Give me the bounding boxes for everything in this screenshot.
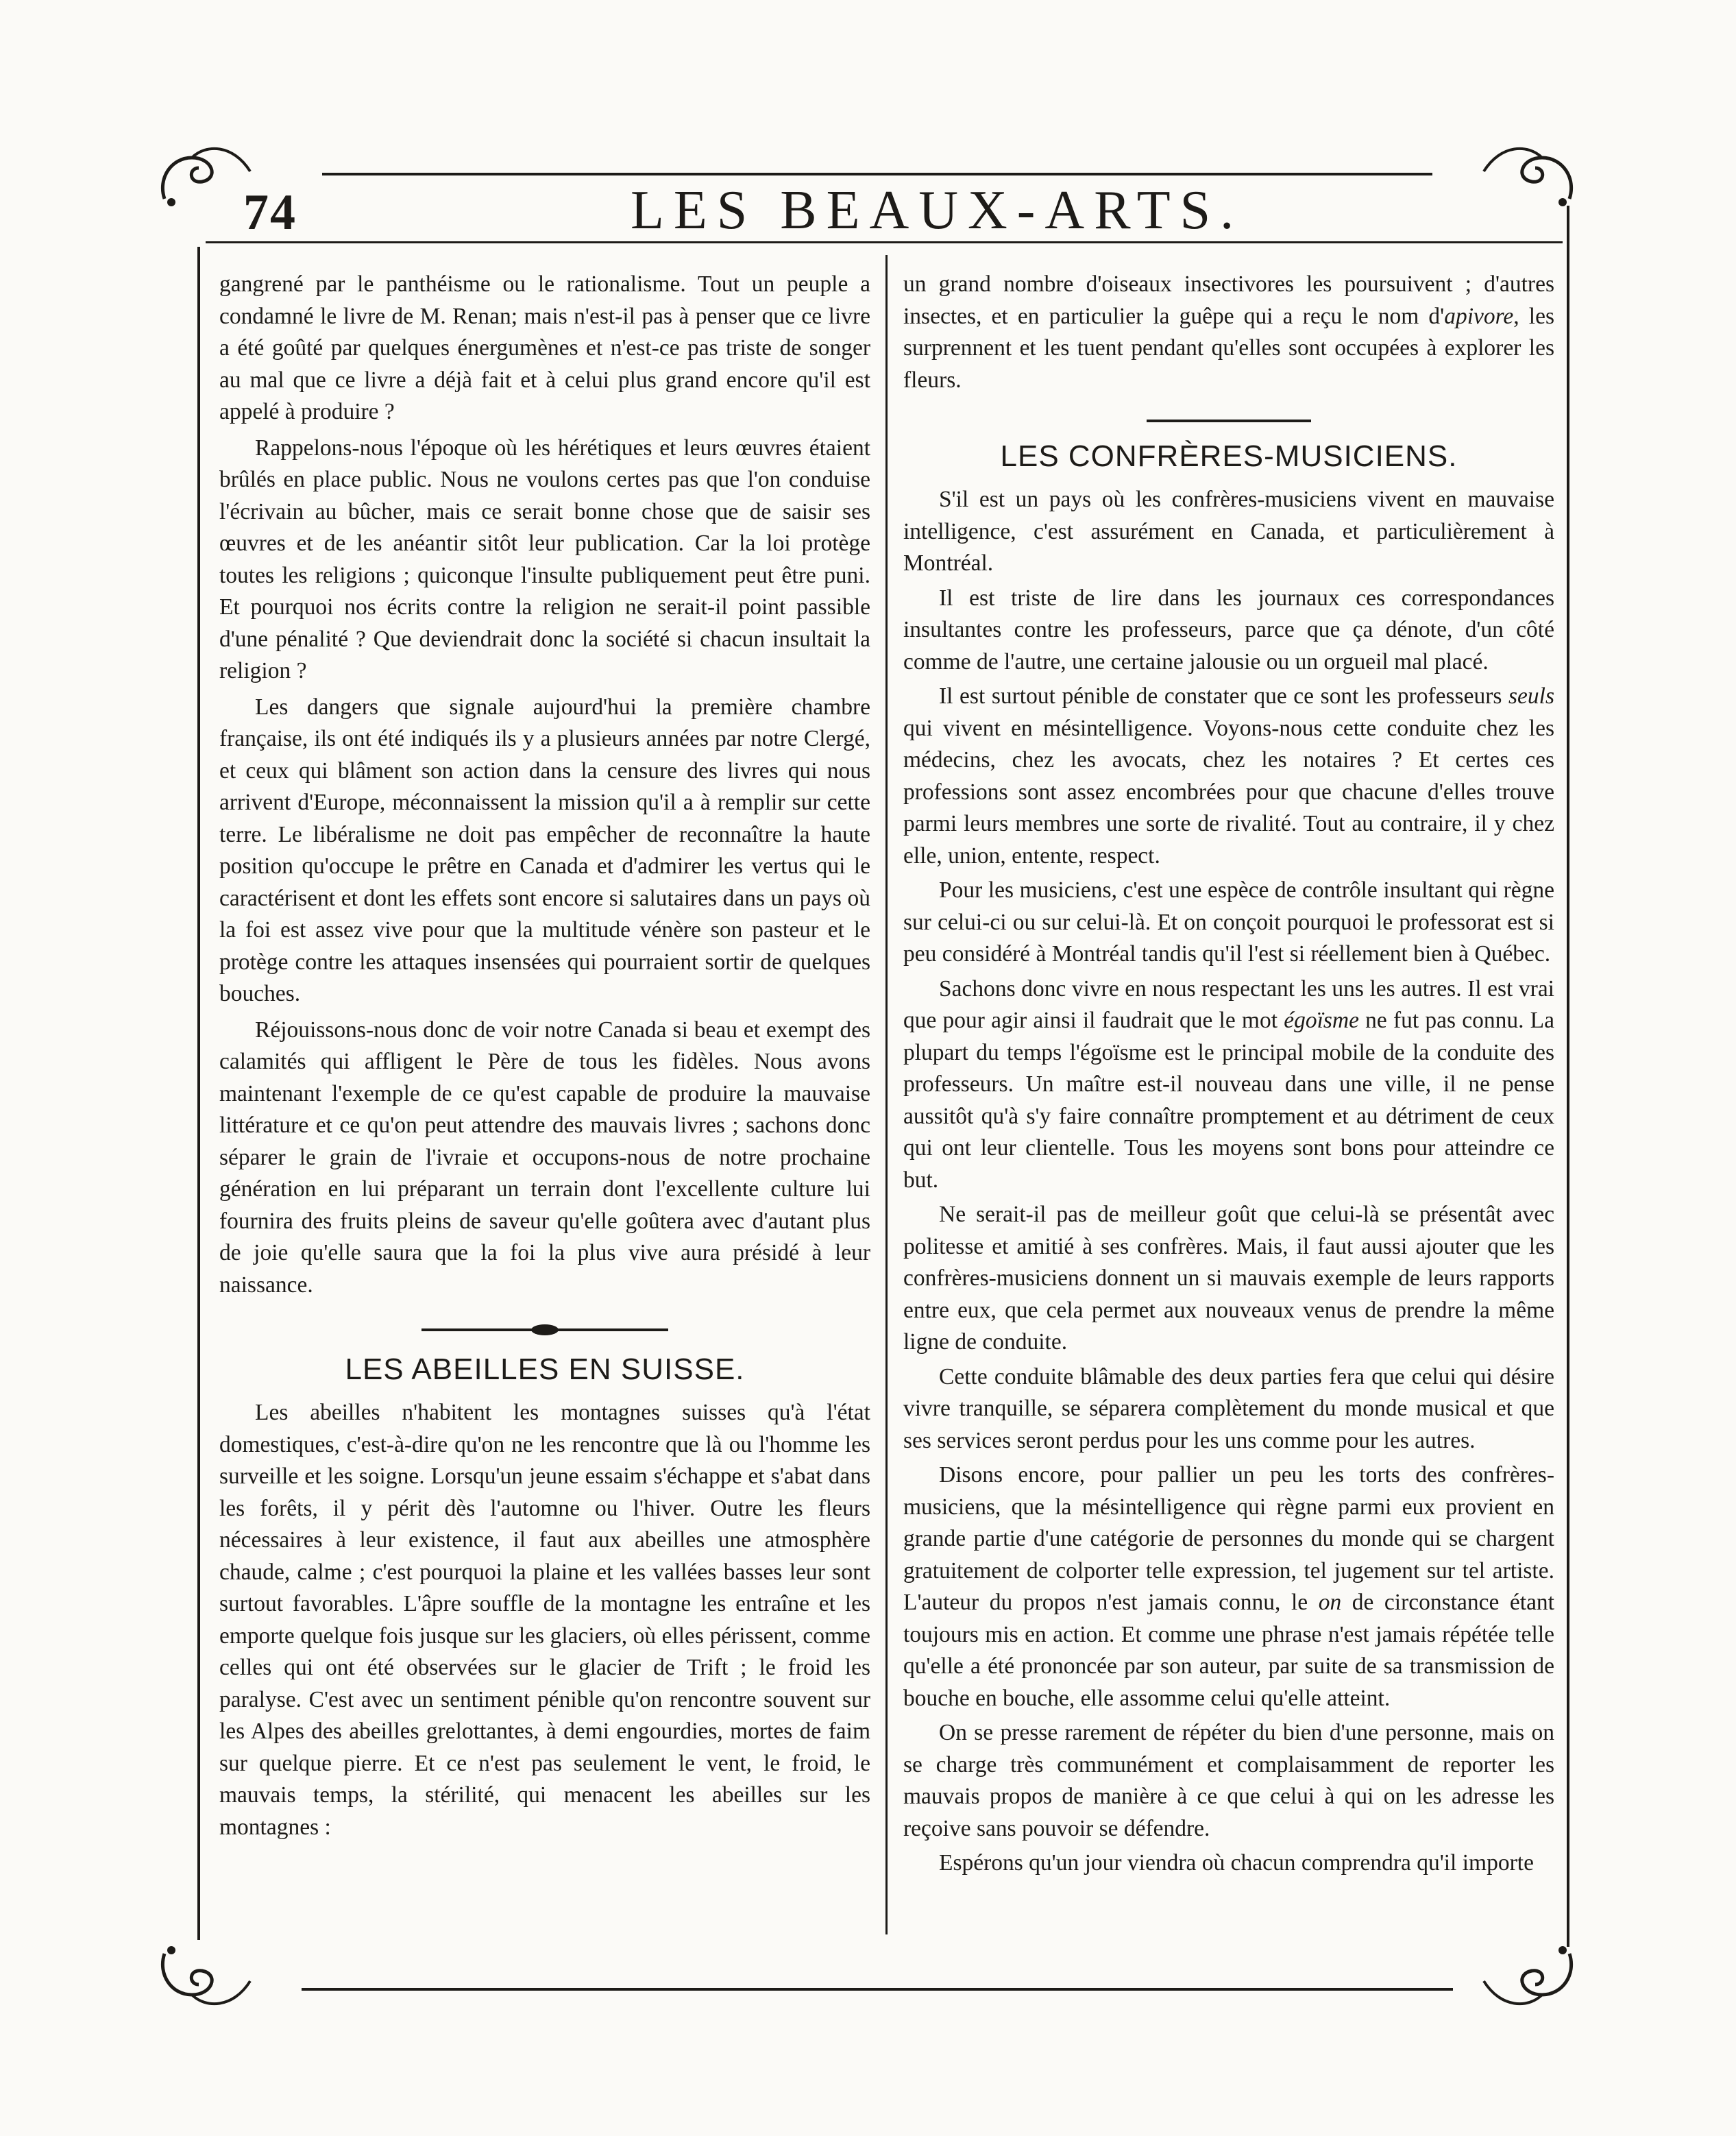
paragraph [903, 681, 1554, 872]
text-run: Il est surtout pénible de constater que ce sont les professeurs [939, 683, 1508, 709]
text-run: Sachons donc vivre en nous respectant les uns les autres. Il est vrai que pour agir ainsi il faudrait que le mot [903, 975, 1554, 1033]
journal-title: LES BEAUX-ARTS. [631, 180, 1244, 241]
page-number: 74 [243, 184, 297, 241]
italic-term: on [1318, 1590, 1342, 1615]
corner-ornament-top-left [151, 137, 254, 213]
italic-term: seuls [1508, 683, 1554, 709]
paragraph: Rappelons-nous l'époque où les hérétiques et leurs œuvres étaient brûlés en place public. Nous ne voulons certes pas que l'on conduise l'écrivain au bûcher, mais ce serait bonne chose que de saisir ses œuvres et de les anéantir sitôt leur publication. Car la loi protège toutes les religions ; quiconque l'insulte publiquement peut être puni. Et pourquoi nos écrits contre la religion ne serait-il point passible d'une pénalité ? Que deviendrait donc la société si chacun insultait la religion ? [219, 435, 870, 683]
paragraph: Les abeilles n'habitent les montagnes suisses qu'à l'état domestiques, c'est-à-dire qu'on ne les rencontre que là ou l'homme les surveille et les soigne. Lorsqu'un jeune essaim s'échappe et s'abat dans les forêts, il y périt dès l'automne ou l'hiver. Outre les fleurs nécessaires à leur existence, il faut aux abeilles une atmosphère chaude, calme ; c'est pourquoi la plaine et les vallées basses leur sont surtout favorables. L'âpre souffle de la montagne les entraîne et les emporte quelque fois jusque sur les glaciers, où elles périssent, comme celles qui ont été observées sur le glacier de Trift ; le froid les paralyse. C'est avec un sentiment pénible qu'on rencontre souvent sur les Alpes des abeilles grelottantes, à demi engourdies, mortes de faim sur quelque pierre. Et ce n'est pas seulement le vent, le froid, le mauvais temps, la stérilité, qui menacent les abeilles sur les montagnes : [219, 1400, 870, 1840]
paragraph: Pour les musiciens, c'est une espèce de contrôle insultant qui règne sur celui-ci ou sur celui-là. Et on conçoit pourquoi le professorat est si peu considéré à Montréal tandis qu'il l'est si réellement bien à Québec. [903, 877, 1554, 967]
text-run: ne fut pas connu. La plupart du temps l'égoïsme est le principal mobile de la conduite des professeurs. Un maître est-il nouveau dans une ville, il ne pense aussitôt qu'à s'y faire connaître promptement et au détriment de ceux qui ont leur clientelle. Tous les moyens sont bons pour atteindre ce but. [903, 1008, 1554, 1193]
text-run: Disons encore, pour pallier un peu les torts des confrères-musiciens, que la mésintelligence qui règne parmi eux provient en grande partie d'une catégorie de personnes du monde qui se chargent gratuitement de colporter telle expression, tel jugement sur tel artiste. L'auteur du propos n'est jamais connu, le [903, 1462, 1554, 1615]
paragraph: On se presse rarement de répéter du bien d'une personne, mais on se charge très communément et complaisamment de reporter les mauvais propos de manière à ce que celui à qui on les adresse les reçoive sans pouvoir se défendre. [903, 1720, 1554, 1841]
frame-right-rule [1567, 206, 1569, 1947]
column-divider [885, 255, 888, 1934]
corner-ornament-bottom-left [151, 1940, 254, 2015]
paragraph: S'il est un pays où les confrères-musiciens vivent en mauvaise intelligence, c'est assurément en Canada, et particulièrement à Montréal. [903, 487, 1554, 576]
paragraph: Ne serait-il pas de meilleur goût que celui-là se présentât avec politesse et amitié à ses confrères. Mais, il faut aussi ajouter que les confrères-musiciens donnent un si mauvais exemple de leurs rapports entre eux, que cela permet aux nouveaux venus de prendre la même ligne de conduite. [903, 1202, 1554, 1355]
frame-left-rule [197, 247, 200, 1940]
text-run: un grand nombre d'oiseaux insectivores les poursuivent ; d'autres insectes, et en particulier la guêpe qui a reçu le nom d' [903, 271, 1554, 329]
frame-top-rule [322, 173, 1432, 175]
paragraph: Il est triste de lire dans les journaux ces correspondances insultantes contre les professeurs, parce que ça dénote, d'un côté comme de l'autre, une certaine jalousie ou un orgueil mal placé. [903, 585, 1554, 675]
section-title-musicians: LES CONFRÈRES-MUSICIENS. [1000, 439, 1458, 473]
paragraph: gangrené par le panthéisme ou le rationalisme. Tout un peuple a condamné le livre de M. Renan; mais n'est-il pas à penser que ce livre a été goûté par quelques énergumènes et n'est-ce pas triste de songer au mal que ce livre a déjà fait et à celui plus grand encore qu'il est appelé à produire ? [219, 271, 870, 424]
paragraph [903, 269, 1554, 396]
paragraph: Espérons qu'un jour viendra où chacun comprendra qu'il importe [939, 1850, 1534, 1876]
left-column [219, 269, 870, 1843]
text-run: qui vivent en mésintelligence. Voyons-nous cette conduite chez les médecins, chez les avocats, chez les notaires ? Et certes ces professions sont assez encombrées pour que chacune d'elles trouve parmi leurs membres une sorte de rivalité. Tout au contraire, il y chez elle, union, entente, respect. [903, 715, 1554, 869]
paragraph: Les dangers que signale aujourd'hui la première chambre française, ils ont été indiqués ils y a plusieurs années par notre Clergé, et ceux qui blâment son action dans la censure des livres qui nous arrivent d'Europe, méconnaissent la mission qu'il a à remplir sur cette terre. Le libéralisme ne doit pas empêcher de reconnaître la haute position qu'occupe le prêtre en Canada et d'admirer les vertus qui le caractérisent et dont les effets sont encore si salutaires dans un pays où la foi est assez vive pour que la multitude vénère son pasteur et le protège contre les attaques insensées qui pourraient sortir de quelques bouches. [219, 694, 870, 1006]
corner-ornament-bottom-right [1480, 1940, 1583, 2015]
italic-term: égoïsme [1284, 1008, 1359, 1033]
paragraph: Réjouissons-nous donc de voir notre Canada si beau et exempt des calamités qui affligent le Père de tous les fidèles. Nous avons maintenant l'exemple de ce qu'est capable de produire la mauvaise littérature et ce qu'on peut attendre des mauvais livres ; sachons donc séparer le grain de l'ivraie et occupons-nous de notre prochaine génération en lui préparant un terrain dont l'excellente culture lui fournira des fruits pleins de saveur qu'elle goûtera avec d'autant plus de joie qu'elle saura que la foi la plus vive aura présidé à leur naissance. [219, 1017, 870, 1298]
right-column [903, 269, 1554, 1880]
frame-bottom-rule [302, 1988, 1453, 1991]
italic-term: apivore [1444, 303, 1514, 329]
paragraph: Cette conduite blâmable des deux parties fera que celui qui désire vivre tranquille, se séparera complètement du monde musical et que ses services seront perdus pour les uns comme pour les autres. [903, 1363, 1554, 1453]
paragraph [903, 973, 1554, 1197]
text-run: , les surprennent et les tuent pendant qu'elles sont occupées à explorer les fleurs. [903, 303, 1554, 393]
section-separator [421, 1326, 668, 1334]
paragraph [903, 1459, 1554, 1714]
section-separator [1147, 420, 1311, 422]
corner-ornament-top-right [1480, 137, 1583, 213]
text-run: de circonstance étant toujours mis en action. Et comme une phrase n'est jamais répétée telle qu'elle a été prononcée par son auteur, par suite de sa transmission de bouche en bouche, elle assomme celui qu'elle atteint. [903, 1590, 1554, 1711]
section-title-bees: LES ABEILLES EN SUISSE. [345, 1352, 745, 1386]
